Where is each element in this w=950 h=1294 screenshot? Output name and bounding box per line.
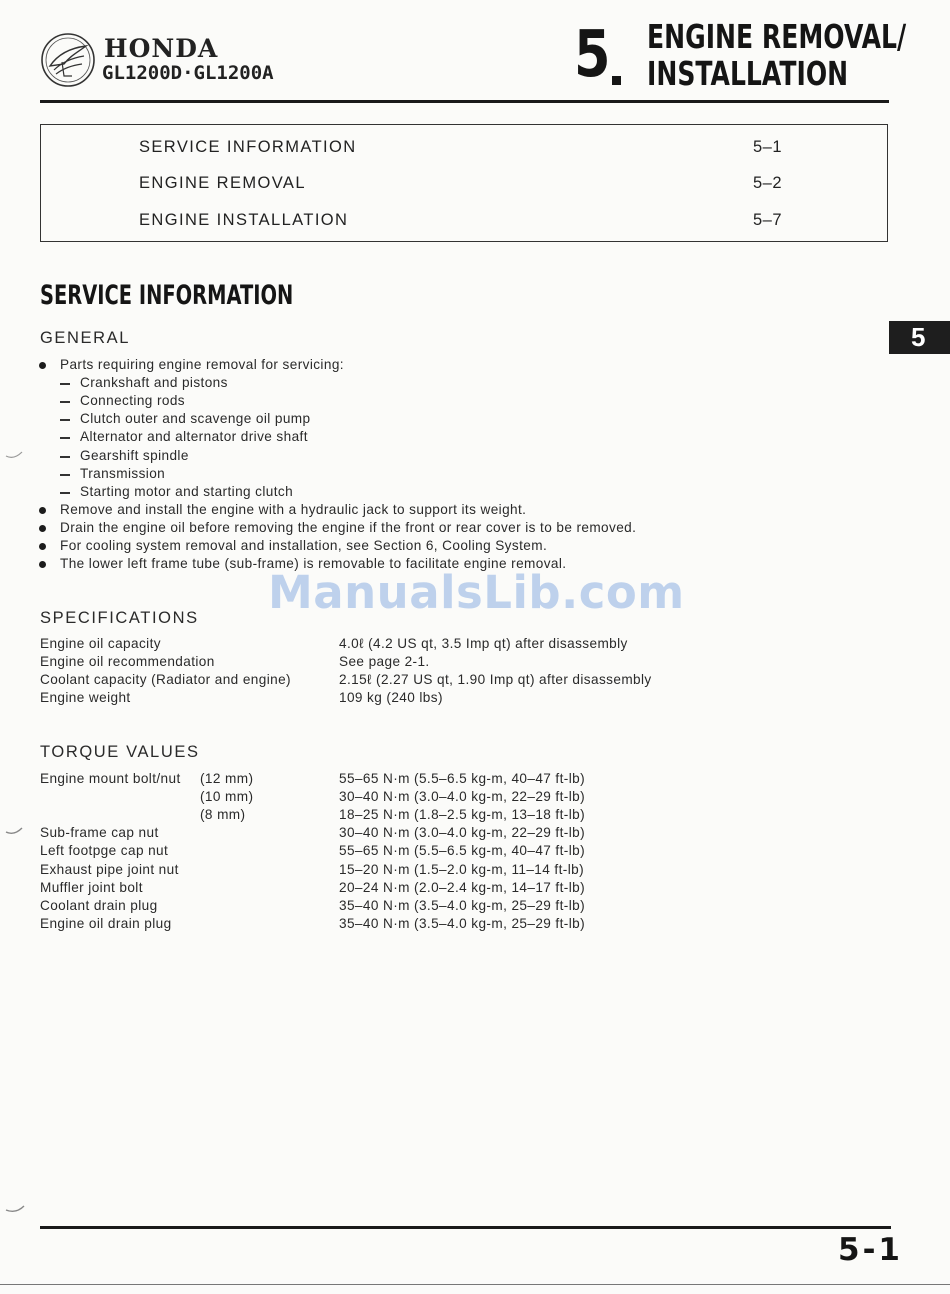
model-name: GL1200D·GL1200A	[102, 62, 274, 84]
general-bullet: The lower left frame tube (sub-frame) is removable to facilitate engine removal.	[60, 556, 567, 571]
toc-row[interactable]	[139, 138, 839, 157]
binding-mark-icon	[4, 824, 24, 836]
bullet-icon	[39, 525, 46, 532]
toc-label: SERVICE INFORMATION	[139, 138, 357, 156]
dash-icon	[60, 383, 70, 385]
general-bullet: Parts requiring engine removal for servicing:	[60, 357, 344, 372]
watermark: ManualsLib.com	[268, 566, 685, 619]
torque-value: 18–25 N·m (1.8–2.5 kg-m, 13–18 ft-lb)	[339, 807, 586, 822]
chapter-dot	[612, 76, 621, 85]
chapter-title-line1: ENGINE REMOVAL/	[647, 17, 907, 56]
torque-item: Muffler joint bolt	[40, 880, 143, 895]
general-bullet: Drain the engine oil before removing the engine if the front or rear cover is to be removed.	[60, 520, 637, 535]
chapter-title-line2: INSTALLATION	[647, 54, 849, 93]
torque-item: Left footpge cap nut	[40, 843, 169, 858]
brand-name: HONDA	[104, 34, 219, 63]
header-rule	[40, 100, 889, 103]
spec-value: 109 kg (240 lbs)	[339, 690, 443, 705]
bullet-icon	[39, 362, 46, 369]
page-number: 5-1	[838, 1232, 904, 1268]
chapter-side-tab[interactable]	[889, 321, 950, 354]
section-title: SERVICE INFORMATION	[40, 280, 294, 311]
torque-value: 30–40 N·m (3.0–4.0 kg-m, 22–29 ft-lb)	[339, 789, 586, 804]
spec-value: See page 2-1.	[339, 654, 430, 669]
toc-page: 5–2	[753, 174, 783, 192]
torque-value: 35–40 N·m (3.5–4.0 kg-m, 25–29 ft-lb)	[339, 916, 586, 931]
torque-value: 55–65 N·m (5.5–6.5 kg-m, 40–47 ft-lb)	[339, 771, 586, 786]
footer-rule	[40, 1226, 891, 1229]
chapter-title	[647, 18, 906, 92]
honda-wing-logo-icon	[40, 32, 96, 88]
chapter-number: 5	[574, 18, 608, 92]
spec-item: Engine oil recommendation	[40, 654, 215, 669]
specifications-heading: SPECIFICATIONS	[40, 609, 199, 627]
dash-icon	[60, 401, 70, 403]
torque-size: (10 mm)	[200, 789, 254, 804]
general-sub-item: Connecting rods	[80, 393, 185, 408]
torque-value: 55–65 N·m (5.5–6.5 kg-m, 40–47 ft-lb)	[339, 843, 586, 858]
dash-icon	[60, 419, 70, 421]
general-heading: GENERAL	[40, 329, 131, 347]
general-sub-item: Crankshaft and pistons	[80, 375, 228, 390]
general-sub-item: Alternator and alternator drive shaft	[80, 429, 308, 444]
torque-value: 15–20 N·m (1.5–2.0 kg-m, 11–14 ft-lb)	[339, 862, 584, 877]
general-bullet: For cooling system removal and installation, see Section 6, Cooling System.	[60, 538, 548, 553]
torque-heading: TORQUE VALUES	[40, 743, 200, 761]
spec-item: Engine oil capacity	[40, 636, 161, 651]
page-edge-line	[0, 1284, 950, 1285]
toc-row[interactable]	[139, 211, 839, 230]
side-tab-label: 5	[911, 322, 926, 352]
general-sub-item: Clutch outer and scavenge oil pump	[80, 411, 311, 426]
torque-item: Engine oil drain plug	[40, 916, 172, 931]
spec-item: Engine weight	[40, 690, 131, 705]
toc-page: 5–1	[753, 138, 783, 156]
toc-page: 5–7	[753, 211, 783, 229]
binding-mark-icon	[4, 448, 24, 460]
general-sub-item: Starting motor and starting clutch	[80, 484, 294, 499]
dash-icon	[60, 437, 70, 439]
toc-label: ENGINE REMOVAL	[139, 174, 306, 192]
bullet-icon	[39, 543, 46, 550]
spec-value: 4.0ℓ (4.2 US qt, 3.5 Imp qt) after disassembly	[339, 636, 628, 651]
toc-label: ENGINE INSTALLATION	[139, 211, 349, 229]
dash-icon	[60, 474, 70, 476]
dash-icon	[60, 492, 70, 494]
torque-size: (12 mm)	[200, 771, 254, 786]
torque-item: Sub-frame cap nut	[40, 825, 159, 840]
spec-item: Coolant capacity (Radiator and engine)	[40, 672, 291, 687]
binding-mark-icon	[4, 1200, 26, 1214]
toc-row[interactable]	[139, 174, 839, 193]
dash-icon	[60, 456, 70, 458]
torque-item: Exhaust pipe joint nut	[40, 862, 179, 877]
torque-item: Engine mount bolt/nut	[40, 771, 181, 786]
general-sub-item: Transmission	[80, 466, 166, 481]
torque-size: (8 mm)	[200, 807, 246, 822]
general-sub-item: Gearshift spindle	[80, 448, 189, 463]
torque-value: 35–40 N·m (3.5–4.0 kg-m, 25–29 ft-lb)	[339, 898, 586, 913]
bullet-icon	[39, 507, 46, 514]
torque-item: Coolant drain plug	[40, 898, 158, 913]
general-bullet: Remove and install the engine with a hydraulic jack to support its weight.	[60, 502, 527, 517]
torque-value: 20–24 N·m (2.0–2.4 kg-m, 14–17 ft-lb)	[339, 880, 586, 895]
table-of-contents	[40, 124, 888, 242]
torque-value: 30–40 N·m (3.0–4.0 kg-m, 22–29 ft-lb)	[339, 825, 586, 840]
spec-value: 2.15ℓ (2.27 US qt, 1.90 Imp qt) after disassembly	[339, 672, 652, 687]
bullet-icon	[39, 561, 46, 568]
